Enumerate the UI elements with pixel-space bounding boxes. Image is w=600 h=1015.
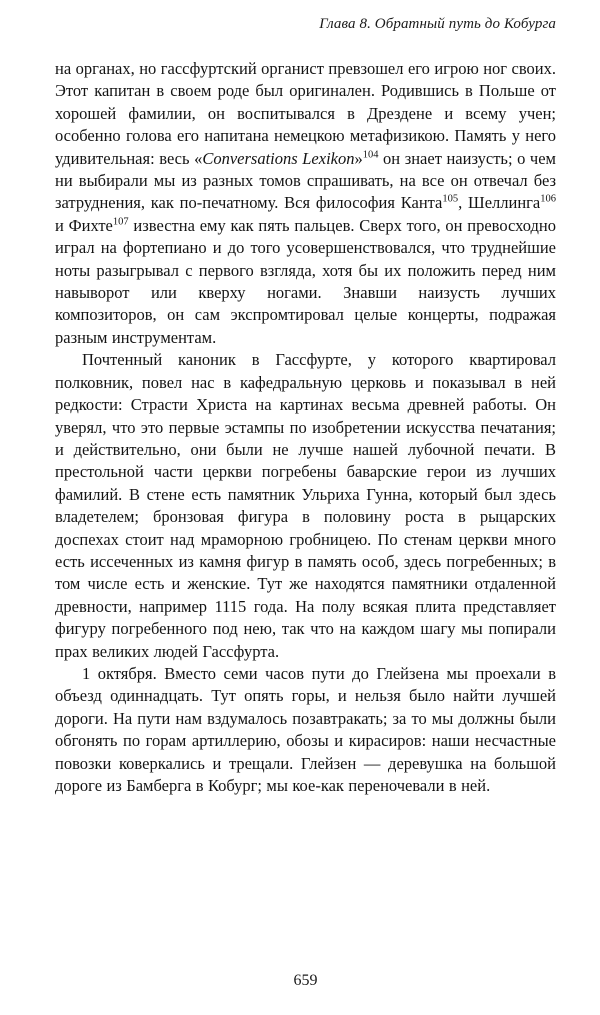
footnote-reference: 107 [112,216,129,228]
chapter-header: Глава 8. Обратный путь до Кобурга [319,16,556,32]
paragraph [55,349,556,663]
footnote-reference: 106 [540,193,556,205]
paragraph [55,663,556,797]
footnote-reference: 105 [442,193,459,205]
paragraph [55,58,556,349]
text-run: » [354,148,363,168]
italic-phrase: Conversations Lexikon [202,148,355,168]
text-run: известна ему как пять пальцев. Сверх того, он превосходно играл на фортепиано и до того усовершенствовался, что труднейшие ноты разыгрывал с первого взгляда, хотя бы их положить перед ним навыворот или кверху ногами. Знавши наизусть лучших композиторов, он сам экспромтировал целые концерты, подражая разным инструментам. [55,215,556,347]
text-run: Почтенный каноник в Гассфурте, у которого квартировал полковник, повел нас в кафедральную церковь и показывал в ней редкости: Страсти Христа на картинах весьма древней работы. Он уверял, что это первые эстампы по изобретении искусства печатания; и действительно, они были не лучше нашей лубочной печати. В престольной части церкви погребены баварские герои из лучших фамилий. В стене есть памятник Ульриха Гунна, который был здесь владетелем; бронзовая фигура в половину роста в рыцарских доспехах стоит над мраморною гробницею. По стенам церкви много есть иссеченных из камня фигур в память особ, здесь погребенных; в том числе есть и женские. Тут же находятся памятники отдаленной древности, например 1115 года. На полу всякая плита представляет фигуру погребенного под нею, так что на каждом шагу мы попирали прах великих людей Гассфурта. [55,350,556,661]
page-number: 659 [293,972,318,989]
text-run: он знает наизусть; о чем ни выбирали мы из разных томов спрашивать, на все он отвечал без затруднения, как по-печатному. Вся философия Канта [55,148,556,213]
text-run: и Фихте [55,215,113,235]
footnote-reference: 104 [362,149,379,161]
text-body [55,58,556,959]
text-run: , Шеллинга [458,193,541,213]
text-run: 1 октября. Вместо семи часов пути до Глейзена мы проехали в объезд одиннадцать. Тут опять горы, и нельзя было найти лучшей дороги. На пути нам вздумалось позавтракать; за то мы должны были обгонять по горам артиллерию, обозы и кирасиров: наши несчастные повозки коверкались и трещали. Глейзен — деревушка на большой дороге из Бамберга в Кобург; мы кое-как переночевали в ней. [55,663,556,795]
text-run: на органах, но гассфуртский органист превзошел его игрою ног своих. Этот капитан в своем роде был оригинален. Родившись в Польше от хорошей фамилии, он воспитывался в Дрездене и всему учен; особенно голова его напитана немецкою метафизикою. Память у него удивительная: весь « [55,59,556,168]
